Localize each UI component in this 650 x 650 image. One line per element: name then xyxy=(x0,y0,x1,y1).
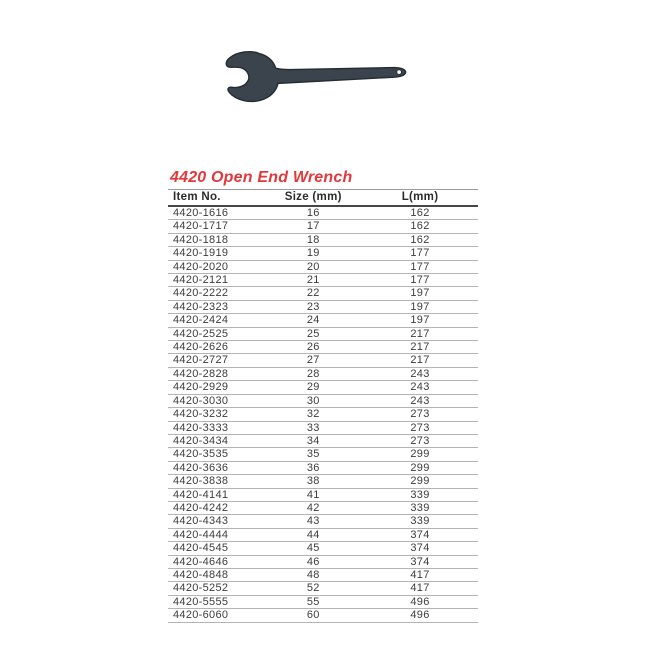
table-row xyxy=(168,475,478,488)
item-no-cell: 4420-1919 xyxy=(168,247,264,260)
length-cell: 197 xyxy=(362,300,478,313)
item-no-cell: 4420-3030 xyxy=(168,394,264,407)
length-cell: 162 xyxy=(362,233,478,246)
item-no-cell: 4420-1818 xyxy=(168,233,264,246)
item-no-cell: 4420-2626 xyxy=(168,341,264,354)
item-no-cell: 4420-2424 xyxy=(168,314,264,327)
wrench-body xyxy=(226,46,407,102)
wrench-hanging-hole-icon xyxy=(397,70,402,75)
length-cell: 217 xyxy=(362,327,478,340)
length-cell: 339 xyxy=(362,488,478,501)
item-no-cell: 4420-4141 xyxy=(168,488,264,501)
item-no-cell: 4420-5252 xyxy=(168,582,264,595)
item-no-cell: 4420-2222 xyxy=(168,287,264,300)
item-no-cell: 4420-2323 xyxy=(168,300,264,313)
table-row xyxy=(168,461,478,474)
item-no-cell: 4420-3232 xyxy=(168,408,264,421)
item-no-cell: 4420-3535 xyxy=(168,448,264,461)
length-cell: 496 xyxy=(362,595,478,608)
item-no-cell: 4420-4545 xyxy=(168,542,264,555)
table-row xyxy=(168,327,478,340)
size-cell: 16 xyxy=(264,206,362,220)
size-cell: 52 xyxy=(264,582,362,595)
item-no-cell: 4420-6060 xyxy=(168,609,264,622)
table-row xyxy=(168,582,478,595)
item-no-cell: 4420-3838 xyxy=(168,475,264,488)
length-cell: 243 xyxy=(362,367,478,380)
length-cell: 177 xyxy=(362,260,478,273)
table-header-row xyxy=(168,190,478,207)
size-cell: 18 xyxy=(264,233,362,246)
length-cell: 243 xyxy=(362,394,478,407)
spec-table xyxy=(168,189,478,623)
size-cell: 35 xyxy=(264,448,362,461)
size-cell: 23 xyxy=(264,300,362,313)
table-row xyxy=(168,488,478,501)
size-cell: 33 xyxy=(264,421,362,434)
length-cell: 273 xyxy=(362,421,478,434)
size-cell: 26 xyxy=(264,341,362,354)
size-cell: 60 xyxy=(264,609,362,622)
size-cell: 28 xyxy=(264,367,362,380)
size-cell: 20 xyxy=(264,260,362,273)
spec-table-body xyxy=(168,206,478,622)
length-cell: 374 xyxy=(362,555,478,568)
length-cell: 299 xyxy=(362,448,478,461)
length-cell: 217 xyxy=(362,354,478,367)
size-cell: 45 xyxy=(264,542,362,555)
table-row xyxy=(168,341,478,354)
size-cell: 55 xyxy=(264,595,362,608)
item-no-cell: 4420-4848 xyxy=(168,568,264,581)
item-no-cell: 4420-1616 xyxy=(168,206,264,220)
length-cell: 162 xyxy=(362,206,478,220)
item-no-cell: 4420-2929 xyxy=(168,381,264,394)
size-cell: 36 xyxy=(264,461,362,474)
size-cell: 30 xyxy=(264,394,362,407)
page-title: 4420 Open End Wrench xyxy=(170,169,353,186)
size-cell: 48 xyxy=(264,568,362,581)
item-no-cell: 4420-4343 xyxy=(168,515,264,528)
item-no-cell: 4420-2020 xyxy=(168,260,264,273)
table-row xyxy=(168,609,478,622)
size-cell: 43 xyxy=(264,515,362,528)
size-cell: 32 xyxy=(264,408,362,421)
table-row xyxy=(168,542,478,555)
length-cell: 243 xyxy=(362,381,478,394)
table-row xyxy=(168,381,478,394)
length-cell: 299 xyxy=(362,461,478,474)
length-cell: 177 xyxy=(362,247,478,260)
length-cell: 273 xyxy=(362,434,478,447)
col-header-size: Size (mm) xyxy=(264,190,362,207)
table-row xyxy=(168,515,478,528)
size-cell: 41 xyxy=(264,488,362,501)
length-cell: 339 xyxy=(362,515,478,528)
length-cell: 197 xyxy=(362,287,478,300)
size-cell: 24 xyxy=(264,314,362,327)
table-row xyxy=(168,421,478,434)
item-no-cell: 4420-4242 xyxy=(168,501,264,514)
item-no-cell: 4420-1717 xyxy=(168,220,264,233)
length-cell: 217 xyxy=(362,341,478,354)
size-cell: 17 xyxy=(264,220,362,233)
table-row xyxy=(168,448,478,461)
item-no-cell: 4420-2525 xyxy=(168,327,264,340)
size-cell: 46 xyxy=(264,555,362,568)
col-header-length: L(mm) xyxy=(362,190,478,207)
table-row xyxy=(168,206,478,220)
size-cell: 19 xyxy=(264,247,362,260)
table-row xyxy=(168,408,478,421)
size-cell: 38 xyxy=(264,475,362,488)
table-row xyxy=(168,260,478,273)
size-cell: 27 xyxy=(264,354,362,367)
item-no-cell: 4420-4646 xyxy=(168,555,264,568)
table-row xyxy=(168,287,478,300)
length-cell: 177 xyxy=(362,274,478,287)
item-no-cell: 4420-3636 xyxy=(168,461,264,474)
table-row xyxy=(168,568,478,581)
size-cell: 34 xyxy=(264,434,362,447)
item-no-cell: 4420-2727 xyxy=(168,354,264,367)
length-cell: 496 xyxy=(362,609,478,622)
table-row xyxy=(168,247,478,260)
table-row xyxy=(168,354,478,367)
size-cell: 42 xyxy=(264,501,362,514)
length-cell: 197 xyxy=(362,314,478,327)
item-no-cell: 4420-2828 xyxy=(168,367,264,380)
table-row xyxy=(168,528,478,541)
item-no-cell: 4420-4444 xyxy=(168,528,264,541)
length-cell: 339 xyxy=(362,501,478,514)
size-cell: 44 xyxy=(264,528,362,541)
table-row xyxy=(168,501,478,514)
length-cell: 374 xyxy=(362,528,478,541)
item-no-cell: 4420-5555 xyxy=(168,595,264,608)
col-header-item-no: Item No. xyxy=(168,190,264,207)
length-cell: 374 xyxy=(362,542,478,555)
table-row xyxy=(168,274,478,287)
size-cell: 21 xyxy=(264,274,362,287)
table-row xyxy=(168,555,478,568)
item-no-cell: 4420-3333 xyxy=(168,421,264,434)
size-cell: 25 xyxy=(264,327,362,340)
table-row xyxy=(168,434,478,447)
item-no-cell: 4420-2121 xyxy=(168,274,264,287)
table-row xyxy=(168,233,478,246)
table-row xyxy=(168,300,478,313)
table-row xyxy=(168,394,478,407)
size-cell: 29 xyxy=(264,381,362,394)
length-cell: 417 xyxy=(362,582,478,595)
length-cell: 273 xyxy=(362,408,478,421)
open-end-wrench-illustration xyxy=(223,41,413,108)
table-row xyxy=(168,595,478,608)
table-row xyxy=(168,314,478,327)
size-cell: 22 xyxy=(264,287,362,300)
length-cell: 417 xyxy=(362,568,478,581)
product-photo xyxy=(223,41,413,108)
length-cell: 299 xyxy=(362,475,478,488)
table-row xyxy=(168,367,478,380)
table-row xyxy=(168,220,478,233)
length-cell: 162 xyxy=(362,220,478,233)
item-no-cell: 4420-3434 xyxy=(168,434,264,447)
